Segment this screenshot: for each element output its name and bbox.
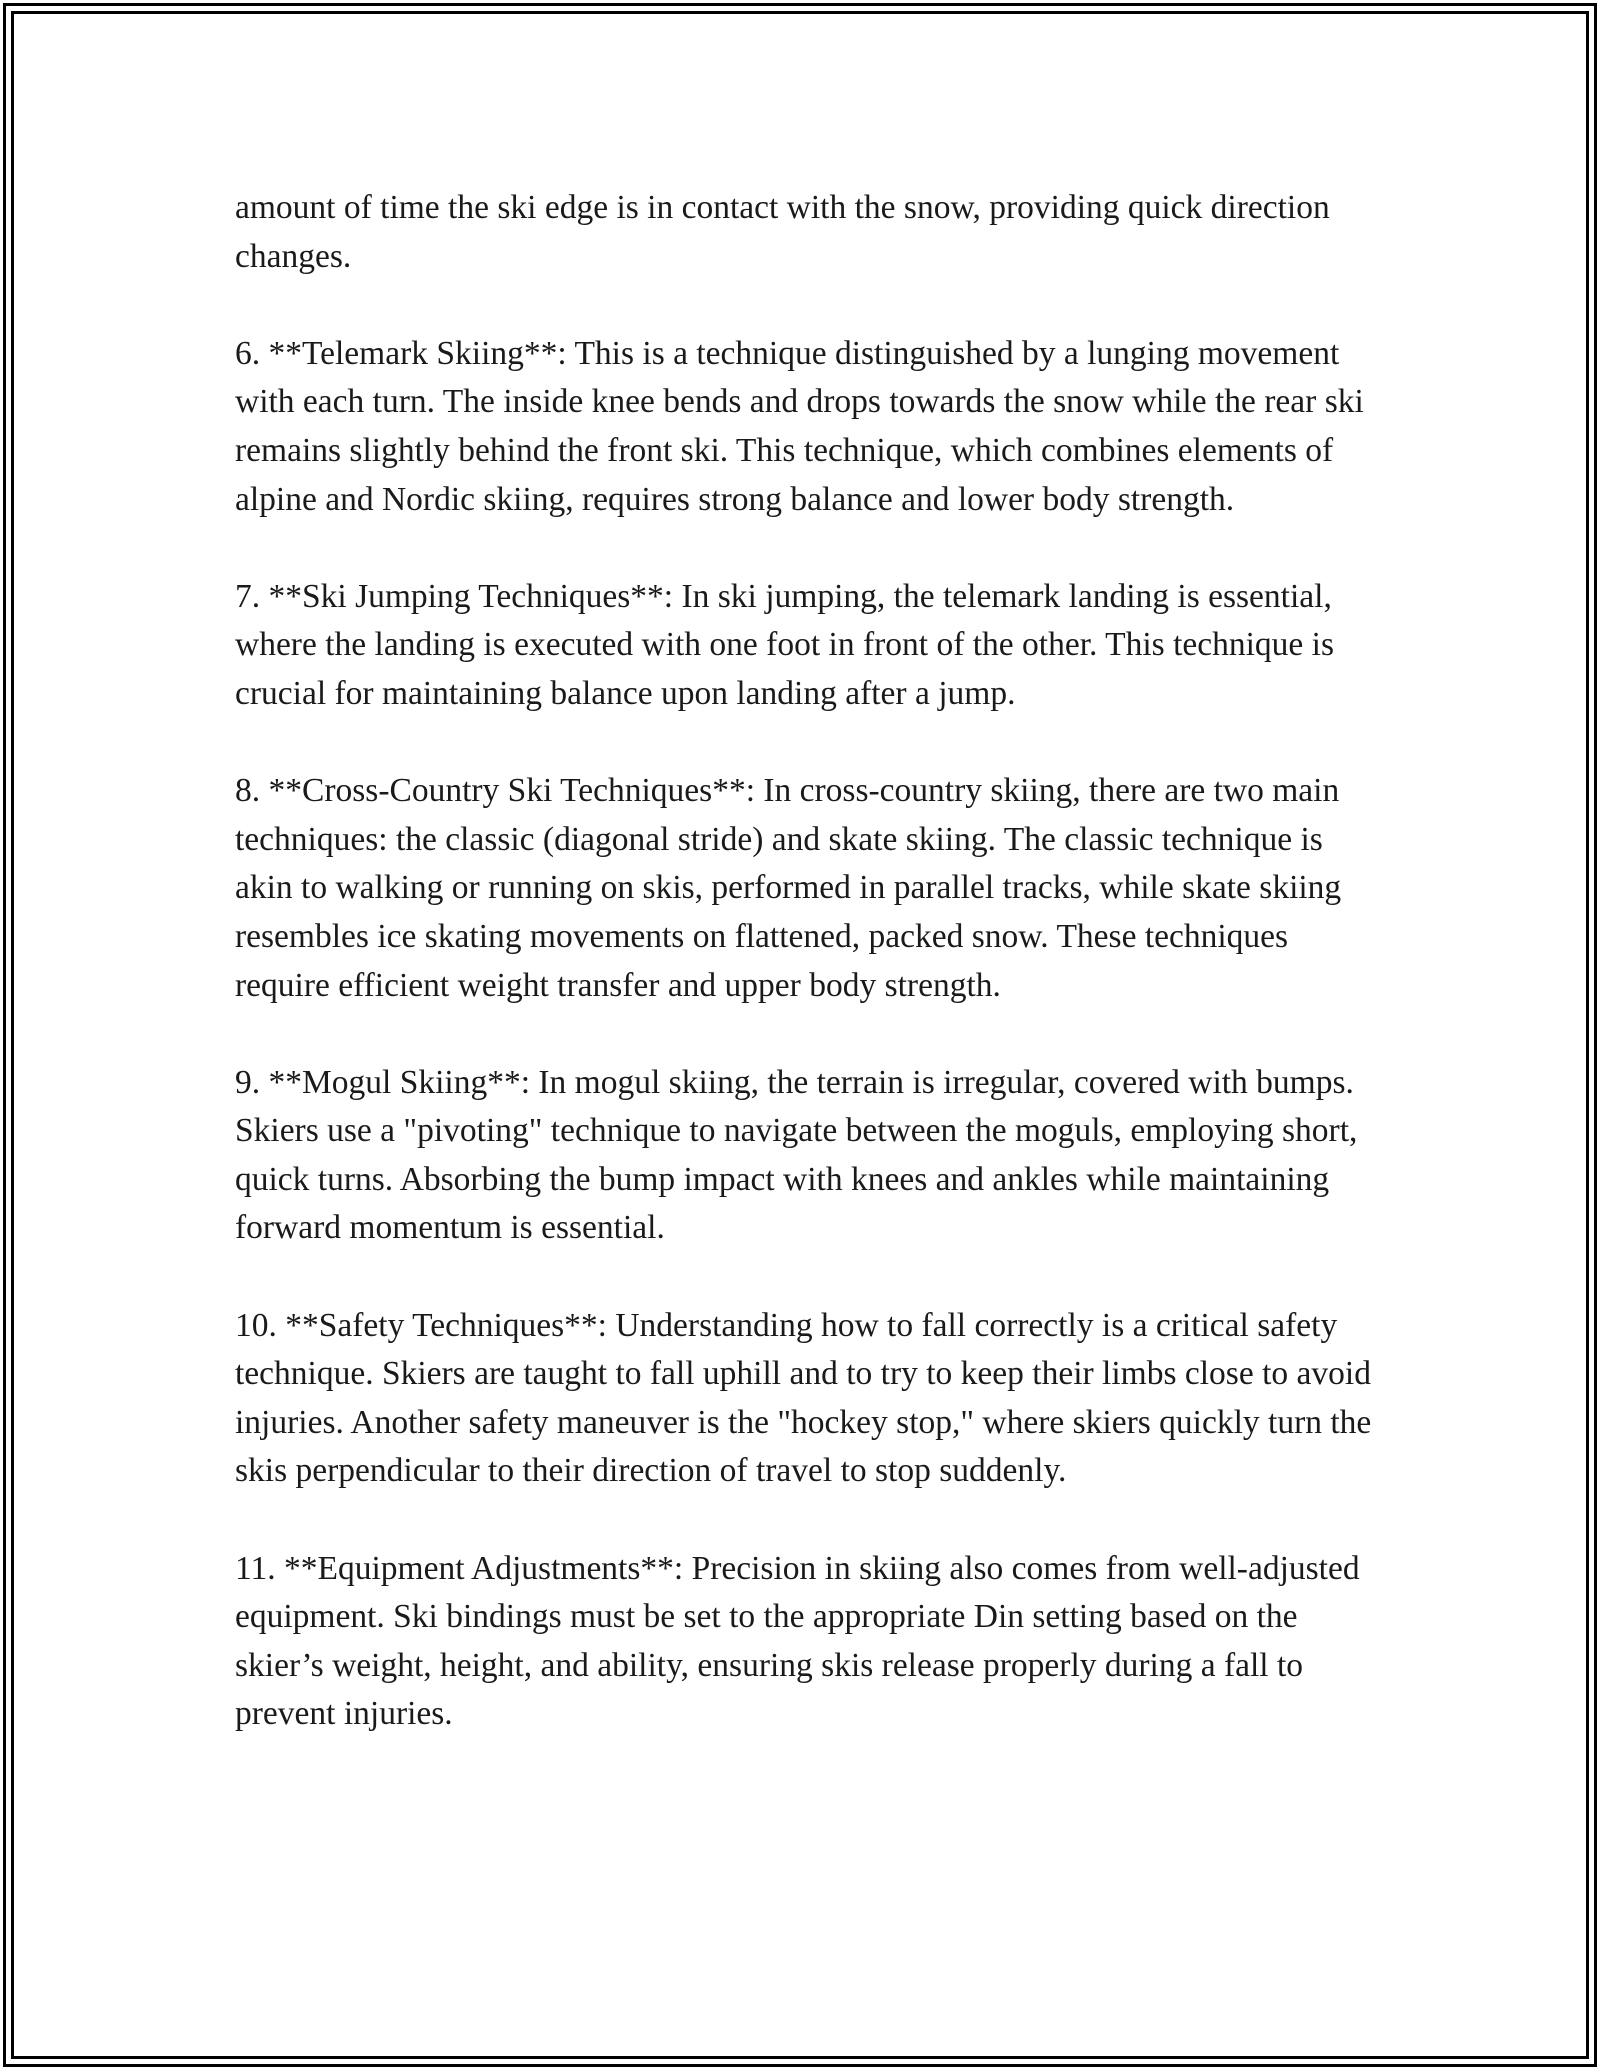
paragraph-mogul-skiing: 9. **Mogul Skiing**: In mogul skiing, the terrain is irregular, covered with bumps. Skiers use a "pivoting" technique to navigate between the moguls, employing short, quick turns. Absorbing the bump impact with knees and ankles while maintaining forward momentum is essential. <box>235 1063 1358 1247</box>
paragraph-safety-techniques: 10. **Safety Techniques**: Understanding how to fall correctly is a critical safety technique. Skiers are taught to fall uphill and to try to keep their limbs close to avoid injuries. Another safety maneuver is the "hockey stop," where skiers quickly turn the skis perpendicular to their direction of travel to stop suddenly. <box>235 1306 1372 1490</box>
paragraph-ski-jumping: 7. **Ski Jumping Techniques**: In ski jumping, the telemark landing is essential, where the landing is executed with one foot in front of the other. This technique is crucial for maintaining balance upon landing after a jump. <box>235 577 1335 712</box>
paragraph-telemark-skiing: 6. **Telemark Skiing**: This is a technique distinguished by a lunging movement with each turn. The inside knee bends and drops towards the snow while the rear ski remains slightly behind the front ski. This technique, which combines elements of alpine and Nordic skiing, requires strong balance and lower body strength. <box>235 334 1364 518</box>
paragraph-equipment-adjustments: 11. **Equipment Adjustments**: Precision in skiing also comes from well-adjusted equipment. Ski bindings must be set to the appropriate Din setting based on the skier’s weight, height, and ability, ensuring skis release properly during a fall to prevent injuries. <box>235 1549 1360 1733</box>
paragraph-continuation: amount of time the ski edge is in contact with the snow, providing quick direction changes. <box>235 189 1330 275</box>
document-body <box>235 184 1375 1788</box>
paragraph-cross-country: 8. **Cross-Country Ski Techniques**: In cross-country skiing, there are two main techniques: the classic (diagonal stride) and skate skiing. The classic technique is akin to walking or running on skis, performed in parallel tracks, while skate skiing resembles ice skating movements on flattened, packed snow. These techniques require efficient weight transfer and upper body strength. <box>235 772 1342 1004</box>
